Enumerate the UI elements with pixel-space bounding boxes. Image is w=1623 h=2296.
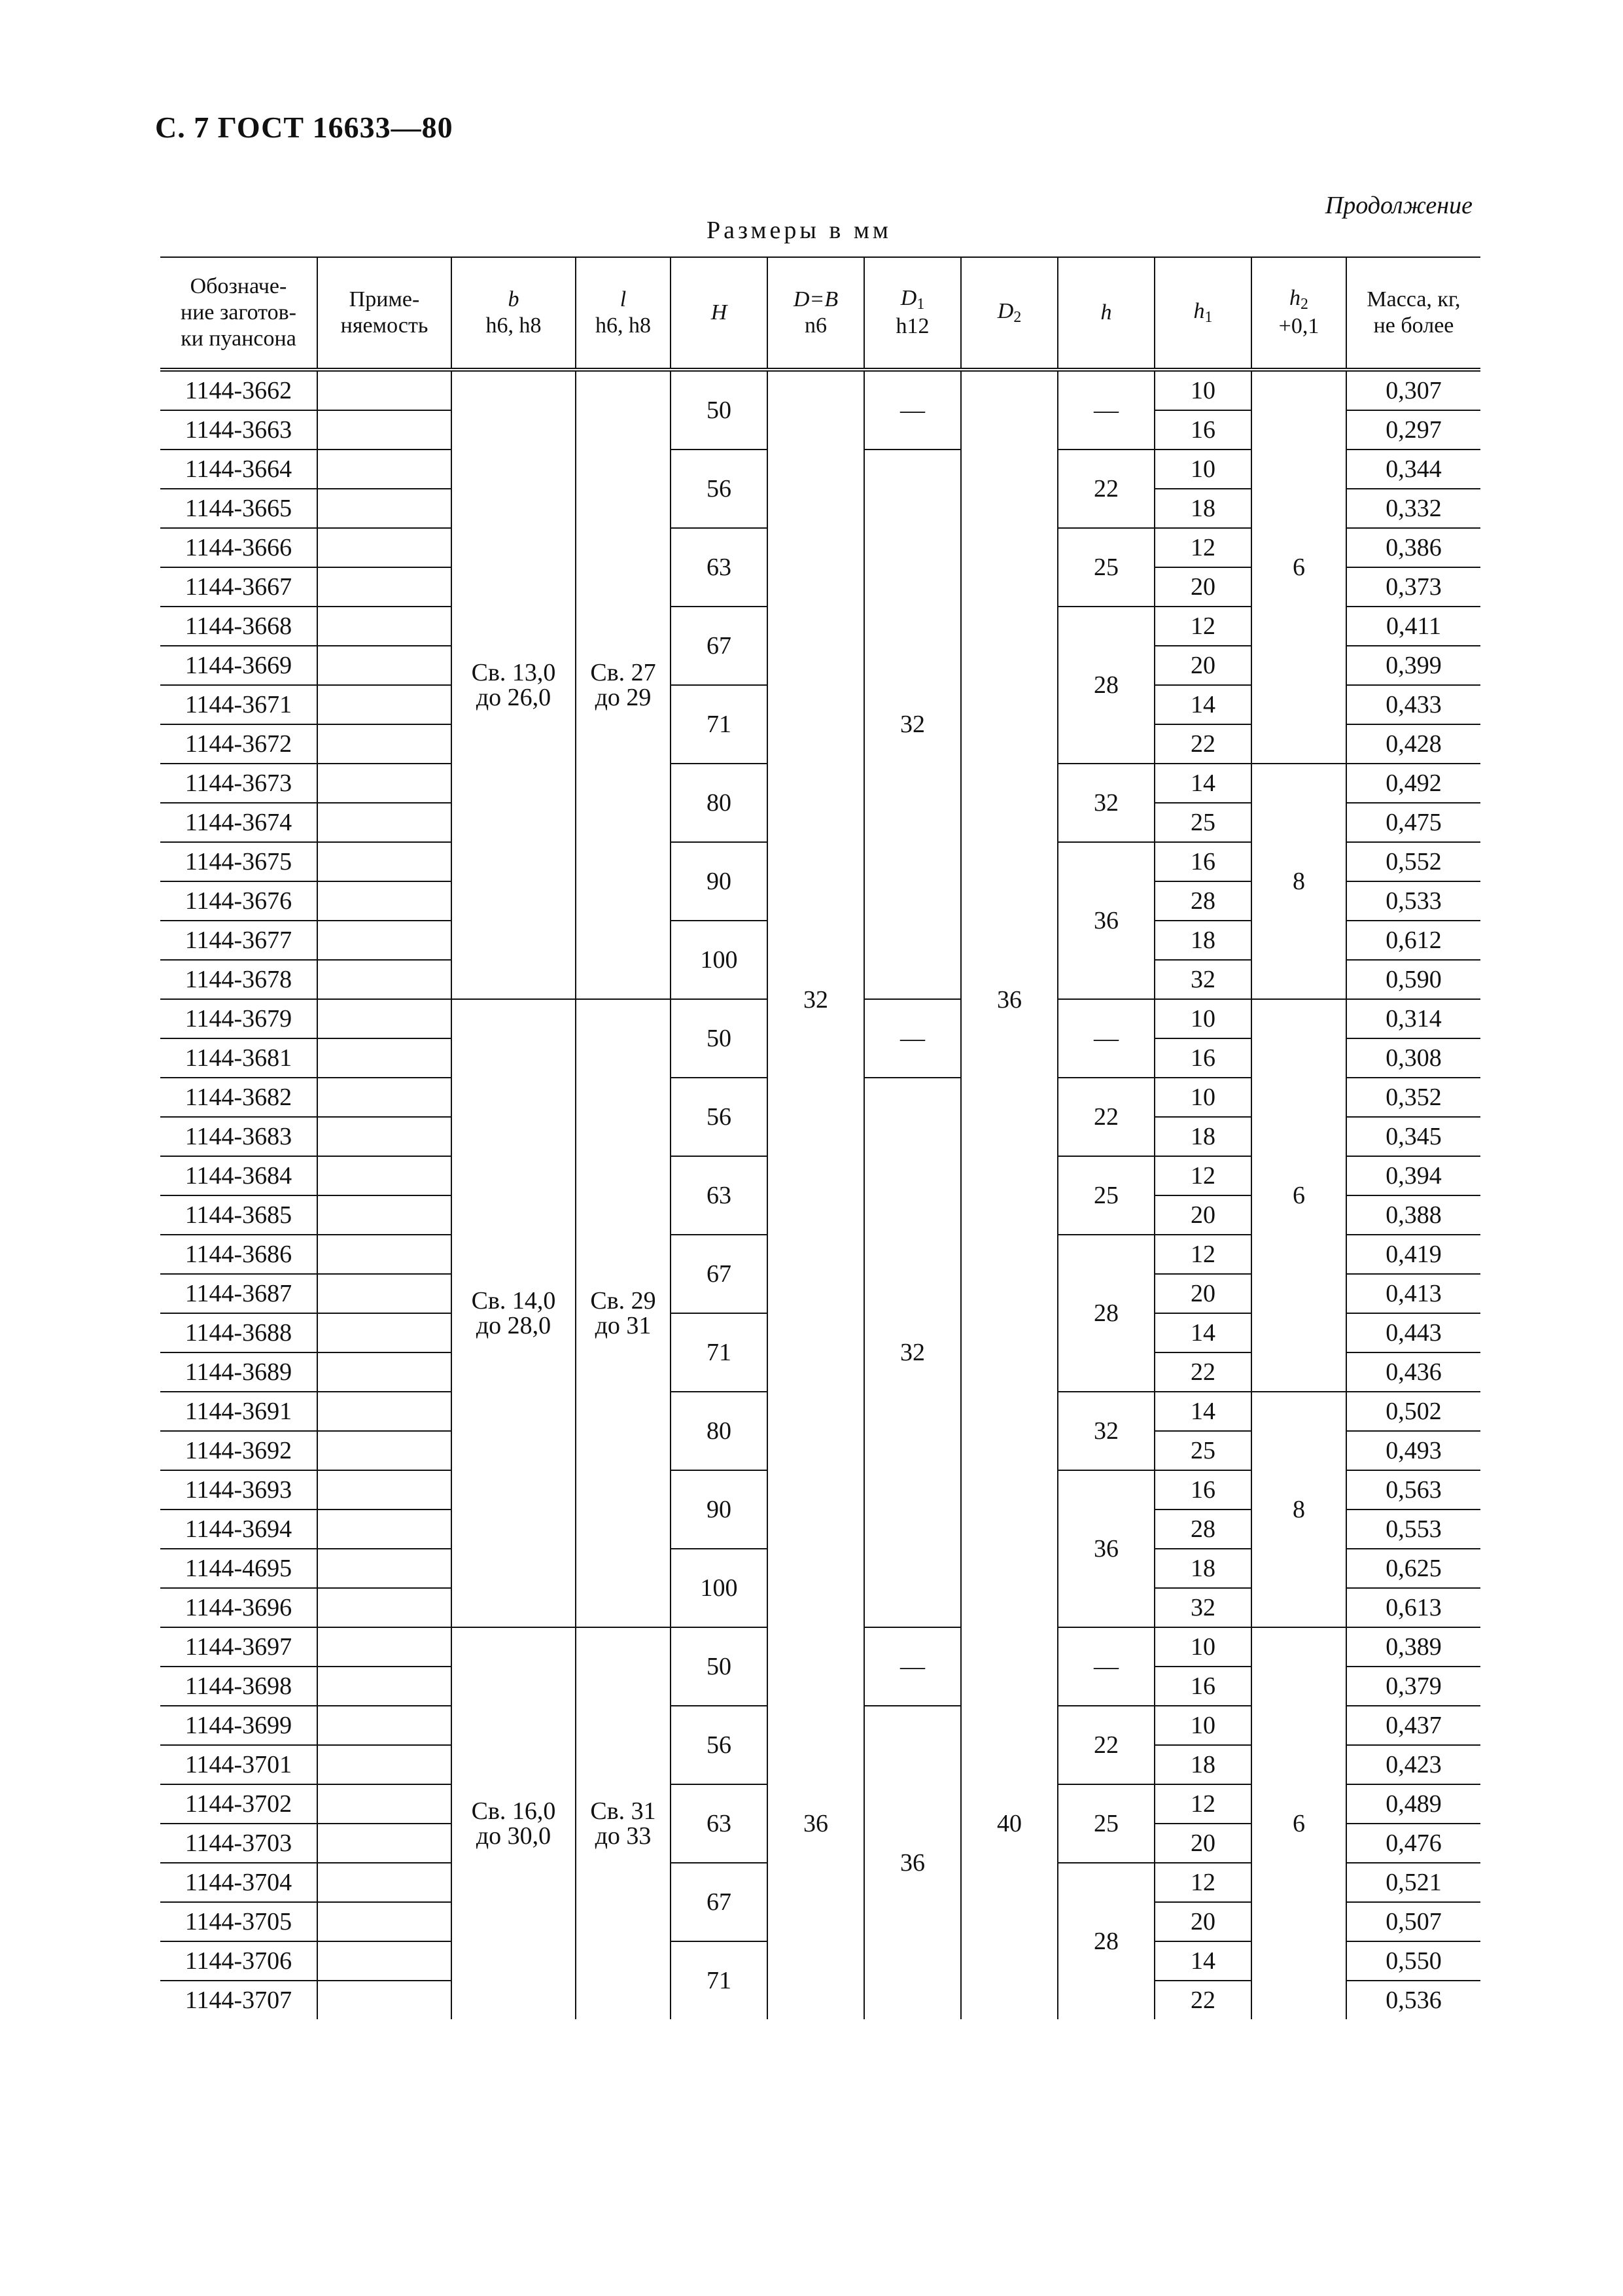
mass-value: 0,344 (1346, 450, 1480, 489)
H-value: 71 (671, 1941, 767, 2019)
h-value: 25 (1058, 1784, 1155, 1863)
header-mass: Масса, кг, не более (1346, 257, 1480, 370)
D1-value: 32 (864, 450, 961, 999)
mass-value: 0,563 (1346, 1470, 1480, 1510)
h-value: 28 (1058, 1863, 1155, 2019)
h1-value: 10 (1155, 1627, 1251, 1667)
h1-value: 32 (1155, 960, 1251, 999)
blank-code: 1144-3696 (160, 1588, 317, 1627)
blank-code: 1144-3671 (160, 685, 317, 724)
h1-value: 28 (1155, 1510, 1251, 1549)
blank-code: 1144-3679 (160, 999, 317, 1038)
h1-value: 20 (1155, 1195, 1251, 1235)
blank-code: 1144-3682 (160, 1078, 317, 1117)
blank-code: 1144-3705 (160, 1902, 317, 1941)
h-value: 32 (1058, 1392, 1155, 1470)
mass-value: 0,389 (1346, 1627, 1480, 1667)
h1-value: 18 (1155, 921, 1251, 960)
blank-code: 1144-3691 (160, 1392, 317, 1431)
applicability-cell (317, 1510, 451, 1549)
blank-code: 1144-3692 (160, 1431, 317, 1470)
applicability-cell (317, 1274, 451, 1313)
blank-code: 1144-3677 (160, 921, 317, 960)
H-value: 67 (671, 1863, 767, 1941)
table-row (160, 370, 1480, 410)
H-value: 67 (671, 1235, 767, 1313)
mass-value: 0,613 (1346, 1588, 1480, 1627)
blank-code: 1144-3676 (160, 881, 317, 921)
continuation-label: Продолжение (1325, 192, 1473, 219)
applicability-cell (317, 1627, 451, 1667)
blank-code: 1144-3701 (160, 1745, 317, 1784)
mass-value: 0,536 (1346, 1981, 1480, 2019)
h-value: — (1058, 370, 1155, 450)
blank-code: 1144-3678 (160, 960, 317, 999)
H-value: 63 (671, 1784, 767, 1863)
blank-code: 1144-3703 (160, 1824, 317, 1863)
H-value: 71 (671, 1313, 767, 1392)
blank-code: 1144-3669 (160, 646, 317, 685)
mass-value: 0,502 (1346, 1392, 1480, 1431)
h1-value: 25 (1155, 1431, 1251, 1470)
mass-value: 0,492 (1346, 764, 1480, 803)
h1-value: 20 (1155, 567, 1251, 607)
h1-value: 12 (1155, 1863, 1251, 1902)
l-range: Св. 27 до 29 (576, 370, 671, 999)
H-value: 56 (671, 450, 767, 528)
h1-value: 18 (1155, 1117, 1251, 1156)
mass-value: 0,521 (1346, 1863, 1480, 1902)
mass-value: 0,552 (1346, 842, 1480, 881)
D1-value: 32 (864, 1078, 961, 1627)
h1-value: 12 (1155, 1235, 1251, 1274)
mass-value: 0,373 (1346, 567, 1480, 607)
blank-code: 1144-3662 (160, 370, 317, 410)
D1-value: — (864, 999, 961, 1078)
table-header-row (160, 257, 1480, 370)
applicability-cell (317, 842, 451, 881)
blank-code: 1144-3685 (160, 1195, 317, 1235)
applicability-cell (317, 1235, 451, 1274)
applicability-cell (317, 1392, 451, 1431)
mass-value: 0,428 (1346, 724, 1480, 764)
applicability-cell (317, 921, 451, 960)
blank-code: 1144-3681 (160, 1038, 317, 1078)
h-value: 28 (1058, 1235, 1155, 1392)
D2-value: 40 (961, 1627, 1058, 2019)
h1-value: 16 (1155, 1038, 1251, 1078)
applicability-cell (317, 1981, 451, 2019)
mass-value: 0,433 (1346, 685, 1480, 724)
mass-value: 0,345 (1346, 1117, 1480, 1156)
applicability-cell (317, 1863, 451, 1902)
h-value: — (1058, 999, 1155, 1078)
blank-code: 1144-3673 (160, 764, 317, 803)
units-caption: Размеры в мм (707, 217, 892, 244)
h2-value: 6 (1251, 370, 1346, 764)
h1-value: 14 (1155, 1313, 1251, 1352)
applicability-cell (317, 1117, 451, 1156)
applicability-cell (317, 1313, 451, 1352)
H-value: 80 (671, 764, 767, 842)
D1-value: — (864, 1627, 961, 1706)
applicability-cell (317, 1431, 451, 1470)
h1-value: 10 (1155, 1706, 1251, 1745)
H-value: 90 (671, 1470, 767, 1549)
h1-value: 18 (1155, 1549, 1251, 1588)
mass-value: 0,314 (1346, 999, 1480, 1038)
mass-value: 0,308 (1346, 1038, 1480, 1078)
mass-value: 0,411 (1346, 607, 1480, 646)
applicability-cell (317, 1078, 451, 1117)
header-code: Обозначе- ние заготов- ки пуансона (160, 257, 317, 370)
applicability-cell (317, 1470, 451, 1510)
blank-code: 1144-3686 (160, 1235, 317, 1274)
applicability-cell (317, 1745, 451, 1784)
blank-code: 1144-3688 (160, 1313, 317, 1352)
H-value: 63 (671, 528, 767, 607)
applicability-cell (317, 1667, 451, 1706)
h1-value: 14 (1155, 1941, 1251, 1981)
H-value: 56 (671, 1078, 767, 1156)
applicability-cell (317, 1941, 451, 1981)
mass-value: 0,386 (1346, 528, 1480, 567)
h1-value: 20 (1155, 646, 1251, 685)
h-value: 36 (1058, 842, 1155, 999)
mass-value: 0,399 (1346, 646, 1480, 685)
header-applicability: Приме- няемость (317, 257, 451, 370)
mass-value: 0,413 (1346, 1274, 1480, 1313)
h1-value: 12 (1155, 528, 1251, 567)
page-header: С. 7 ГОСТ 16633—80 (155, 111, 453, 144)
blank-code: 1144-3684 (160, 1156, 317, 1195)
applicability-cell (317, 489, 451, 528)
mass-value: 0,625 (1346, 1549, 1480, 1588)
blank-code: 1144-3694 (160, 1510, 317, 1549)
mass-value: 0,436 (1346, 1352, 1480, 1392)
mass-value: 0,507 (1346, 1902, 1480, 1941)
h1-value: 20 (1155, 1274, 1251, 1313)
blank-code: 1144-3689 (160, 1352, 317, 1392)
header-H: H (671, 257, 767, 370)
applicability-cell (317, 567, 451, 607)
h1-value: 20 (1155, 1902, 1251, 1941)
mass-value: 0,475 (1346, 803, 1480, 842)
table-row (160, 1627, 1480, 1667)
blank-code: 1144-3668 (160, 607, 317, 646)
applicability-cell (317, 607, 451, 646)
H-value: 50 (671, 370, 767, 450)
l-range: Св. 31 до 33 (576, 1627, 671, 2019)
h1-value: 10 (1155, 450, 1251, 489)
blank-code: 1144-3693 (160, 1470, 317, 1510)
h1-value: 32 (1155, 1588, 1251, 1627)
mass-value: 0,590 (1346, 960, 1480, 999)
h-value: 25 (1058, 1156, 1155, 1235)
h1-value: 14 (1155, 764, 1251, 803)
applicability-cell (317, 1588, 451, 1627)
h-value: 36 (1058, 1470, 1155, 1627)
applicability-cell (317, 1156, 451, 1195)
mass-value: 0,394 (1346, 1156, 1480, 1195)
h1-value: 12 (1155, 1156, 1251, 1195)
H-value: 56 (671, 1706, 767, 1784)
D1-value: 36 (864, 1706, 961, 2019)
blank-code: 1144-3707 (160, 1981, 317, 2019)
h1-value: 16 (1155, 410, 1251, 450)
applicability-cell (317, 803, 451, 842)
mass-value: 0,550 (1346, 1941, 1480, 1981)
h1-value: 16 (1155, 1470, 1251, 1510)
mass-value: 0,307 (1346, 370, 1480, 410)
applicability-cell (317, 724, 451, 764)
h-value: — (1058, 1627, 1155, 1706)
b-range: Св. 13,0 до 26,0 (451, 370, 576, 999)
header-h1: $h_1$ (1155, 257, 1251, 370)
blank-code: 1144-3675 (160, 842, 317, 881)
blank-code: 1144-3702 (160, 1784, 317, 1824)
h-value: 28 (1058, 607, 1155, 764)
h1-value: 20 (1155, 1824, 1251, 1863)
blank-code: 1144-4695 (160, 1549, 317, 1588)
blank-code: 1144-3667 (160, 567, 317, 607)
D2-value: 36 (961, 370, 1058, 1627)
h1-value: 18 (1155, 1745, 1251, 1784)
applicability-cell (317, 1824, 451, 1863)
l-range: Св. 29 до 31 (576, 999, 671, 1627)
h1-value: 10 (1155, 370, 1251, 410)
mass-value: 0,443 (1346, 1313, 1480, 1352)
applicability-cell (317, 1352, 451, 1392)
mass-value: 0,476 (1346, 1824, 1480, 1863)
h1-value: 22 (1155, 1981, 1251, 2019)
h1-value: 25 (1155, 803, 1251, 842)
h-value: 25 (1058, 528, 1155, 607)
D-equals-B-value: 32 (767, 370, 864, 1627)
mass-value: 0,297 (1346, 410, 1480, 450)
D-equals-B-value: 36 (767, 1627, 864, 2019)
mass-value: 0,419 (1346, 1235, 1480, 1274)
h2-value: 8 (1251, 764, 1346, 999)
H-value: 71 (671, 685, 767, 764)
mass-value: 0,352 (1346, 1078, 1480, 1117)
mass-value: 0,437 (1346, 1706, 1480, 1745)
h1-value: 14 (1155, 1392, 1251, 1431)
blank-code: 1144-3706 (160, 1941, 317, 1981)
h1-value: 10 (1155, 1078, 1251, 1117)
applicability-cell (317, 999, 451, 1038)
header-l: l h6, h8 (576, 257, 671, 370)
blank-code: 1144-3672 (160, 724, 317, 764)
blank-code: 1144-3666 (160, 528, 317, 567)
H-value: 67 (671, 607, 767, 685)
applicability-cell (317, 1549, 451, 1588)
H-value: 100 (671, 1549, 767, 1627)
h-value: 22 (1058, 1078, 1155, 1156)
h2-value: 6 (1251, 1627, 1346, 2019)
header-b: b h6, h8 (451, 257, 576, 370)
applicability-cell (317, 1195, 451, 1235)
table-body (160, 370, 1480, 2019)
blank-code: 1144-3704 (160, 1863, 317, 1902)
h2-value: 6 (1251, 999, 1346, 1392)
blank-code: 1144-3674 (160, 803, 317, 842)
b-range: Св. 14,0 до 28,0 (451, 999, 576, 1627)
mass-value: 0,388 (1346, 1195, 1480, 1235)
h1-value: 28 (1155, 881, 1251, 921)
applicability-cell (317, 410, 451, 450)
blank-code: 1144-3683 (160, 1117, 317, 1156)
h1-value: 22 (1155, 724, 1251, 764)
applicability-cell (317, 685, 451, 724)
h1-value: 18 (1155, 489, 1251, 528)
blank-code: 1144-3665 (160, 489, 317, 528)
mass-value: 0,612 (1346, 921, 1480, 960)
mass-value: 0,489 (1346, 1784, 1480, 1824)
applicability-cell (317, 960, 451, 999)
applicability-cell (317, 1784, 451, 1824)
h2-value: 8 (1251, 1392, 1346, 1627)
h1-value: 22 (1155, 1352, 1251, 1392)
b-range: Св. 16,0 до 30,0 (451, 1627, 576, 2019)
h1-value: 12 (1155, 1784, 1251, 1824)
H-value: 63 (671, 1156, 767, 1235)
mass-value: 0,379 (1346, 1667, 1480, 1706)
applicability-cell (317, 646, 451, 685)
H-value: 80 (671, 1392, 767, 1470)
blank-code: 1144-3699 (160, 1706, 317, 1745)
H-value: 90 (671, 842, 767, 921)
h1-value: 12 (1155, 607, 1251, 646)
applicability-cell (317, 528, 451, 567)
h1-value: 16 (1155, 842, 1251, 881)
h-value: 22 (1058, 450, 1155, 528)
mass-value: 0,332 (1346, 489, 1480, 528)
applicability-cell (317, 881, 451, 921)
header-D1: $D_1$ h12 (864, 257, 961, 370)
blank-code: 1144-3698 (160, 1667, 317, 1706)
h1-value: 14 (1155, 685, 1251, 724)
applicability-cell (317, 1706, 451, 1745)
mass-value: 0,553 (1346, 1510, 1480, 1549)
blank-code: 1144-3697 (160, 1627, 317, 1667)
applicability-cell (317, 1902, 451, 1941)
header-D2: $D_2$ (961, 257, 1058, 370)
blank-code: 1144-3664 (160, 450, 317, 489)
mass-value: 0,533 (1346, 881, 1480, 921)
h-value: 22 (1058, 1706, 1155, 1784)
H-value: 50 (671, 999, 767, 1078)
blank-code: 1144-3663 (160, 410, 317, 450)
punch-blank-table (160, 256, 1480, 2019)
H-value: 100 (671, 921, 767, 999)
header-D-equals-B: D=B n6 (767, 257, 864, 370)
H-value: 50 (671, 1627, 767, 1706)
applicability-cell (317, 764, 451, 803)
D1-value: — (864, 370, 961, 450)
blank-code: 1144-3687 (160, 1274, 317, 1313)
h-value: 32 (1058, 764, 1155, 842)
applicability-cell (317, 1038, 451, 1078)
applicability-cell (317, 450, 451, 489)
header-h2: $h_2$ +0,1 (1251, 257, 1346, 370)
mass-value: 0,493 (1346, 1431, 1480, 1470)
h1-value: 10 (1155, 999, 1251, 1038)
header-h: h (1058, 257, 1155, 370)
h1-value: 16 (1155, 1667, 1251, 1706)
applicability-cell (317, 370, 451, 410)
mass-value: 0,423 (1346, 1745, 1480, 1784)
